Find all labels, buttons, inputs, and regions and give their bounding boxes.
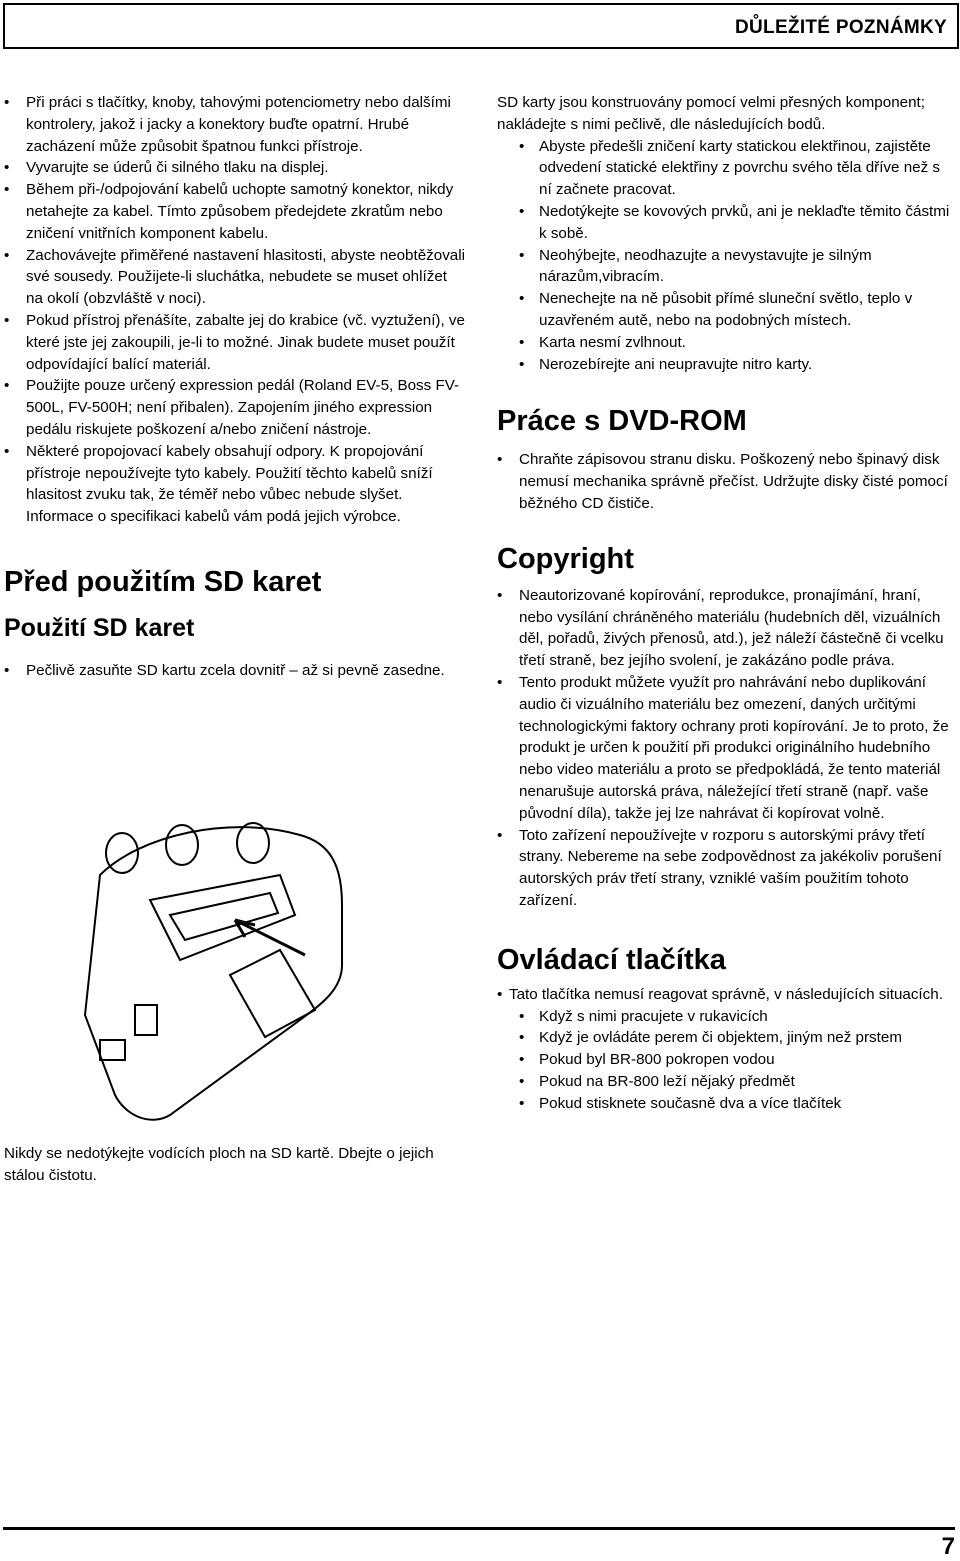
buttons-cases-list <box>497 1006 955 1115</box>
port <box>135 1005 157 1035</box>
list-item: • Abyste předešli zničení karty statickou elektřinou, zajistěte odvedení statické elektřiny z povrchu svého těla dříve než s ní začnete pracovat. <box>497 136 955 201</box>
list-item: • Pokud přístroj přenášíte, zabalte jej do krabice (vč. vyztužení), ve které jste jej zakoupili, je-li to možné. Jinak budete muset použít odpovídající balící materiál. <box>4 310 466 375</box>
list-item: • Zachovávejte přiměřené nastavení hlasitosti, abyste neobtěžovali své sousedy. Použijete-li sluchátka, nebudete se muset ohlížet na okolí (obzvláště v noci). <box>4 245 466 310</box>
list-item: • Chraňte zápisovou stranu disku. Poškozený nebo špinavý disk nemusí mechanika správně přečíst. Udržujte disky čisté pomocí běžného CD čističe. <box>497 449 955 514</box>
right-column <box>497 92 955 1114</box>
list-item: • Během při-/odpojování kabelů uchopte samotný konektor, nikdy netahejte za kabel. Tímto způsobem předejdete zkratům nebo zničení vnitřních komponent kabelu. <box>4 179 466 244</box>
knob <box>166 825 198 865</box>
switch <box>100 1040 125 1060</box>
list-item: • Pokud byl BR-800 pokropen vodou <box>497 1049 955 1071</box>
page-number: 7 <box>941 1533 955 1560</box>
knob <box>237 823 269 863</box>
device-body <box>85 827 342 1120</box>
knob <box>106 833 138 873</box>
list-item: • Použijte pouze určený expression pedál (Roland EV-5, Boss FV-500L, FV-500H; není přibalen). Zapojením jiného expression pedálu riskujete poškození a/nebo zničení nástroje. <box>4 375 466 440</box>
sd-heading: Před použitím SD karet <box>4 565 322 598</box>
footer-rule <box>3 1527 955 1530</box>
buttons-list <box>497 984 955 1006</box>
sd-rules-list <box>497 136 955 376</box>
list-item: • Některé propojovací kabely obsahují odpory. K propojování přístroje nepoužívejte tyto kabely. Použití těchto kabelů sníží hlasitost zvuku tak, že téměř nebo vůbec nebude slyšet. Informace o specifikaci kabelů vám podá jejich výrobce. <box>4 441 466 528</box>
list-item: • Když je ovládáte perem či objektem, jiným než prstem <box>497 1027 955 1049</box>
copyright-heading: Copyright <box>497 542 634 575</box>
sd-note <box>4 1143 466 1187</box>
list-item: • Při práci s tlačítky, knoby, tahovými potenciometry nebo dalšími kontrolery, jakož i jacky a konektory buďte opatrní. Hrubé zacházení může způsobit špatnou funkci přístroje. <box>4 92 466 157</box>
left-column <box>4 92 466 682</box>
copyright-list <box>497 585 955 912</box>
list-item: • Pokud stisknete současně dva a více tlačítek <box>497 1093 955 1115</box>
list-item: • Neohýbejte, neodhazujte a nevystavujte je silným nárazům,vibracím. <box>497 245 955 289</box>
sd-card-illustration <box>80 815 380 1140</box>
header-box <box>3 3 959 49</box>
list-item: • Nenechejte na ně působit přímé sluneční světlo, teplo v uzavřeném autě, nebo na podobných místech. <box>497 288 955 332</box>
dvd-list <box>497 449 955 514</box>
header-title: DŮLEŽITÉ POZNÁMKY <box>735 17 947 38</box>
list-item: • Pečlivě zasuňte SD kartu zcela dovnitř – až si pevně zasedne. <box>4 660 466 682</box>
buttons-intro: Tato tlačítka nemusí reagovat správně, v následujících situacích. <box>509 985 943 1003</box>
sd-card <box>230 950 315 1037</box>
list-item: • Vyvarujte se úderů či silného tlaku na displej. <box>4 157 466 179</box>
list-item: • Nerozebírejte ani neupravujte nitro karty. <box>497 354 955 376</box>
sd-subheading: Použití SD karet <box>4 613 195 642</box>
sd-note-text: Nikdy se nedotýkejte vodících ploch na SD kartě. Dbejte o jejich stálou čistotu. <box>4 1145 434 1184</box>
sd-intro: SD karty jsou konstruovány pomocí velmi přesných komponent; nakládejte s nimi pečlivě, dle následujících bodů. <box>497 94 925 133</box>
list-item <box>497 984 955 1006</box>
sd-insert-list <box>4 660 466 682</box>
list-item: • Nedotýkejte se kovových prvků, ani je neklaďte těmito částmi k sobě. <box>497 201 955 245</box>
list-item: • Pokud na BR-800 leží nějaký předmět <box>497 1071 955 1093</box>
list-item: • Tento produkt můžete využít pro nahrávání nebo duplikování audio či vizuálního materiálu bez omezení, daných určitými technologickými faktory ochrany proti kopírování. Je to proto, že produkt je určen k použití při produkci originálního hudebního nebo video materiálu a proto se předpokládá, že tento materiál nenarušuje autorská práva, náležející třetí straně (např. vaše původní díla), takže jej lze nahrávat či kopírovat volně. <box>497 672 955 825</box>
list-item: • Když s nimi pracujete v rukavicích <box>497 1006 955 1028</box>
buttons-heading: Ovládací tlačítka <box>497 943 726 976</box>
list-item: • Karta nesmí zvlhnout. <box>497 332 955 354</box>
handling-list <box>4 92 466 528</box>
dvd-heading: Práce s DVD-ROM <box>497 405 747 438</box>
list-item: • Toto zařízení nepoužívejte v rozporu s autorskými právy třetí strany. Nebereme na sebe zodpovědnost za jakékoliv porušení autorských práv třetí strany, vzniklé vaším použitím tohoto zařízení. <box>497 825 955 912</box>
list-item: • Neautorizované kopírování, reprodukce, pronajímání, hraní, nebo vysílání chráněného materiálu (hudebních děl, vizuálních děl, pořadů, živých přenosů, atd.), jež náleží částečně či vcelku třetí straně, bez jejího svolení, je zakázáno podle práva. <box>497 585 955 672</box>
